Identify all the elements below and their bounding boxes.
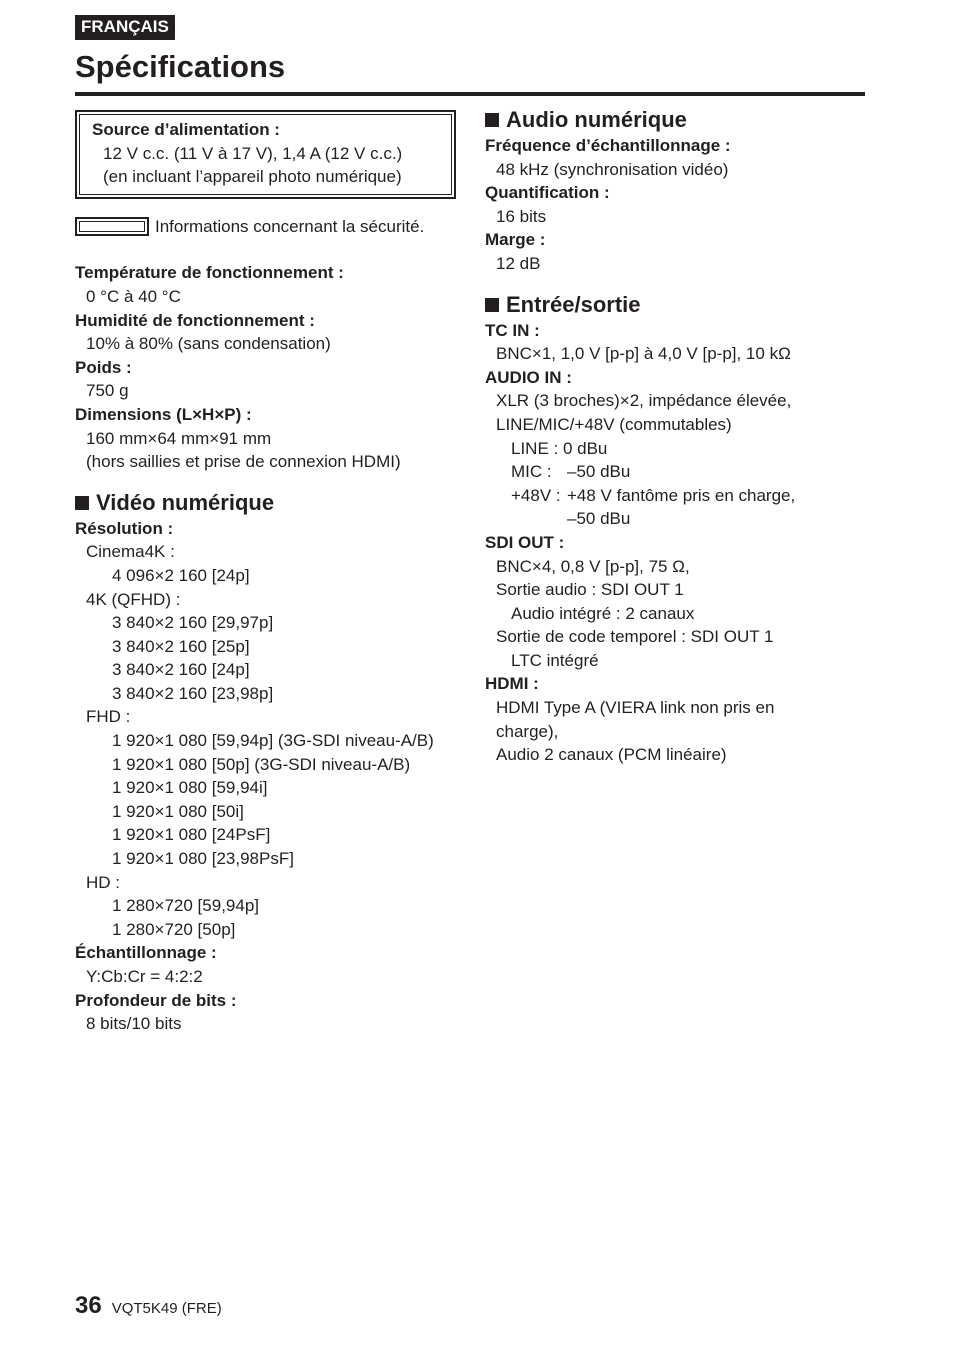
left-column [75, 110, 460, 1036]
spec-value: –50 dBu [567, 509, 631, 529]
spec-label: Dimensions (L×H×P) : [75, 404, 252, 424]
spec-label: Température de fonctionnement : [75, 263, 344, 283]
spec-label: Humidité de fonctionnement : [75, 310, 315, 330]
res-item: 1 280×720 [59,94p] [112, 896, 259, 916]
spec-label: TC IN : [485, 320, 540, 340]
bullet-square-icon [485, 113, 499, 127]
res-item: 1 920×1 080 [59,94i] [112, 778, 268, 798]
res-group-name: FHD : [86, 707, 131, 727]
right-column [485, 106, 865, 767]
res-group-name: HD : [86, 872, 120, 892]
res-item: 1 920×1 080 [59,94p] (3G-SDI niveau-A/B) [112, 731, 434, 751]
res-item: 1 920×1 080 [50p] (3G-SDI niveau-A/B) [112, 754, 411, 774]
power-label: Source d’alimentation : [92, 120, 280, 139]
spec-value: Y:Cb:Cr = 4:2:2 [86, 967, 203, 986]
spec-label: Résolution : [75, 518, 174, 538]
spec-value: charge), [496, 721, 559, 741]
spec-label: Échantillonnage : [75, 943, 217, 963]
spec-value: 48 kHz (synchronisation vidéo) [496, 159, 729, 179]
spec-value: 16 bits [496, 206, 547, 226]
spec-value: (hors saillies et prise de connexion HDMI) [86, 452, 401, 472]
res-item: 1 920×1 080 [50i] [112, 801, 244, 821]
spec-label: Profondeur de bits : [75, 990, 237, 1010]
spec-value: XLR (3 broches)×2, impédance élevée, [496, 391, 792, 411]
page-number: 36 [75, 1292, 102, 1319]
res-item: 1 920×1 080 [23,98PsF] [112, 849, 294, 869]
spec-label: SDI OUT : [485, 532, 565, 552]
section-heading-io: Entrée/sortie [485, 291, 865, 319]
power-line: 12 V c.c. (11 V à 17 V), 1,4 A (12 V c.c.) [103, 143, 403, 163]
res-item: 4 096×2 160 [24p] [112, 565, 250, 585]
spec-value: Audio 2 canaux (PCM linéaire) [496, 745, 727, 765]
res-item: 3 840×2 160 [23,98p] [112, 683, 274, 703]
spec-value: BNC×1, 1,0 V [p-p] à 4,0 V [p-p], 10 kΩ [496, 344, 791, 364]
res-item: 3 840×2 160 [25p] [112, 636, 250, 656]
spec-value: 0 °C à 40 °C [86, 286, 181, 306]
mic-row: MIC : –50 dBu [511, 462, 631, 482]
res-item: 3 840×2 160 [24p] [112, 660, 250, 680]
spec-value: Sortie audio : SDI OUT 1 [496, 580, 684, 600]
spec-value: 10% à 80% (sans condensation) [86, 334, 331, 354]
spec-value: 160 mm×64 mm×91 mm [86, 428, 272, 448]
res-item: 1 920×1 080 [24PsF] [112, 825, 271, 845]
spec-label: AUDIO IN : [485, 367, 572, 387]
spec-label: HDMI : [485, 674, 539, 694]
bullet-square-icon [75, 496, 89, 510]
language-tag: FRANÇAIS [75, 15, 175, 40]
spec-label: Poids : [75, 357, 132, 377]
power-line: (en incluant l’appareil photo numérique) [103, 167, 402, 187]
spec-value: 750 g [86, 381, 129, 401]
spec-value: 12 dB [496, 253, 541, 273]
power-source-box [75, 110, 456, 199]
safety-info [75, 215, 460, 239]
spec-value: BNC×4, 0,8 V [p-p], 75 Ω, [496, 556, 690, 576]
spec-value: Sortie de code temporel : SDI OUT 1 [496, 627, 774, 647]
spec-value: 8 bits/10 bits [86, 1014, 182, 1034]
res-item: 3 840×2 160 [29,97p] [112, 613, 274, 633]
phantom-row: +48V : +48 V fantôme pris en charge, [511, 485, 796, 505]
document-code: VQT5K49 (FRE) [111, 1300, 222, 1317]
spec-label: Fréquence d’échantillonnage : [485, 136, 731, 155]
title-rule [75, 92, 865, 96]
spec-value: LINE : 0 dBu [511, 438, 608, 458]
section-heading-video: Vidéo numérique [75, 489, 460, 517]
spec-value: LTC intégré [511, 650, 599, 670]
spec-label: Marge : [485, 230, 546, 250]
bullet-square-icon [485, 298, 499, 312]
page-footer [75, 1292, 222, 1320]
spec-value: LINE/MIC/+48V (commutables) [496, 414, 732, 434]
res-item: 1 280×720 [50p] [112, 919, 236, 939]
safety-info-icon [75, 217, 149, 236]
res-group-name: Cinema4K : [86, 542, 175, 562]
res-group-name: 4K (QFHD) : [86, 589, 181, 609]
section-heading-audio: Audio numérique [485, 106, 865, 134]
page-title: Spécifications [75, 49, 286, 84]
spec-value: Audio intégré : 2 canaux [511, 603, 695, 623]
spec-label: Quantification : [485, 183, 610, 203]
safety-text: Informations concernant la sécurité. [155, 216, 425, 236]
spec-value: HDMI Type A (VIERA link non pris en [496, 698, 775, 718]
